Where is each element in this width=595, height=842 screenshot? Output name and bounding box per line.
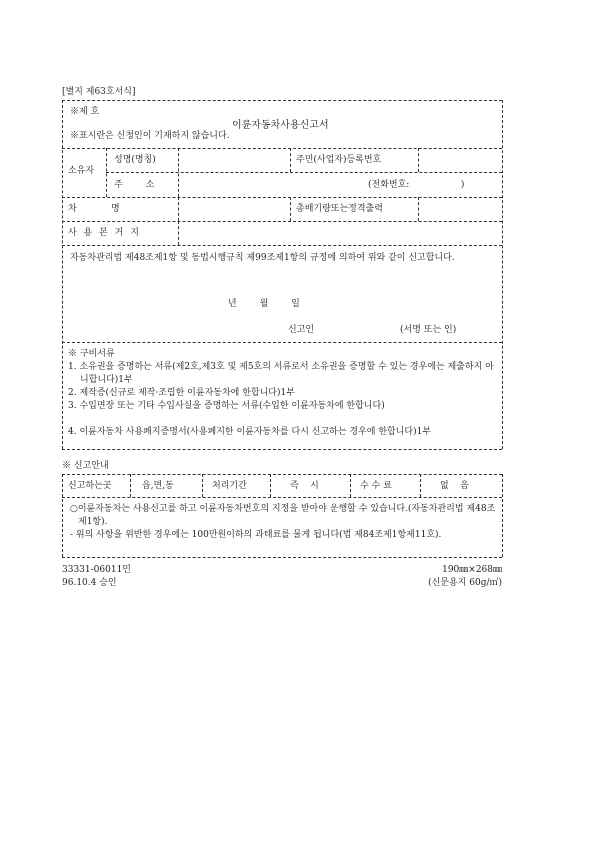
filing-place-value: 읍,면,동 xyxy=(142,481,174,491)
document-item: 2. 제작증(신규로 제작·조립한 이륜자동차에 한합니다)1부 xyxy=(68,388,295,398)
owner-name-label: 성명(명칭) xyxy=(114,155,156,165)
fee-value: 없 음 xyxy=(440,481,469,491)
guide-note: - 위의 사항을 위반한 경우에는 100만원이하의 과태료를 물게 됩니다(법 제84조제1항제11호). xyxy=(70,530,442,540)
vehicle-name-label: 차 명 xyxy=(68,204,120,214)
document-item: 4. 이륜자동차 사용폐지증명서(사용폐지한 이륜자동차를 다시 신고하는 경우에 한합니다)1부 xyxy=(68,427,432,437)
base-location-label: 사 용 본 거 지 xyxy=(68,228,141,238)
guide-note: ○이륜자동차는 사용신고를 하고 이륜자동차번호의 지정을 받아야 운행할 수 있습니다.(자동차관리법 제48조제1항). xyxy=(70,504,496,527)
document-item: 1. 소유권을 증명하는 서류(제2호,제3호 및 제5호의 서류로서 소유권을 증명할 수 있는 경우에는 제출하지 아니합니다)1부 xyxy=(68,362,494,385)
form-title: 이륜자동차사용신고서 xyxy=(232,120,329,131)
displacement-label: 총배기량또는정격출력 xyxy=(296,204,383,214)
applicant-label: 신고인 xyxy=(288,325,315,335)
instruction-note: ※표시란은 신청인이 기재하지 않습니다. xyxy=(70,131,230,141)
declaration-date: 년 월 일 xyxy=(228,299,300,309)
phone-number-field[interactable]: (전화번호: ) xyxy=(368,180,465,190)
owner-address-label: 주 소 xyxy=(114,180,155,190)
registration-number-label: 주민(사업자)등록번호 xyxy=(296,155,382,165)
guide-title: ※ 신고안내 xyxy=(62,461,109,471)
form-number-field: ※제 호 xyxy=(70,107,100,117)
owner-section-label: 소유자 xyxy=(68,166,95,176)
paper-type: (신문용지 60g/㎡) xyxy=(428,578,502,588)
approval-date: 96.10.4 승인 xyxy=(62,578,117,588)
required-documents-title: ※ 구비서류 xyxy=(68,349,115,359)
processing-period-value: 즉 시 xyxy=(290,481,319,491)
signature-field[interactable]: (서명 또는 인) xyxy=(400,325,457,335)
processing-period-label: 처리기간 xyxy=(212,481,247,491)
form-label: [별지 제63호서식] xyxy=(62,87,136,97)
document-item: 3. 수입면장 또는 기타 수입사실을 증명하는 서류(수입한 이륜자동차에 한합니다) xyxy=(68,401,385,411)
filing-place-label: 신고하는곳 xyxy=(68,481,112,491)
declaration-text: 자동차관리법 제48조제1항 및 동법시행규칙 제99조제1항의 규정에 의하여 위와 같이 신고합니다. xyxy=(70,253,455,263)
paper-size: 190㎜×268㎜ xyxy=(442,565,502,575)
fee-label: 수 수 료 xyxy=(360,481,392,491)
form-code: 33331-06011민 xyxy=(62,565,131,575)
